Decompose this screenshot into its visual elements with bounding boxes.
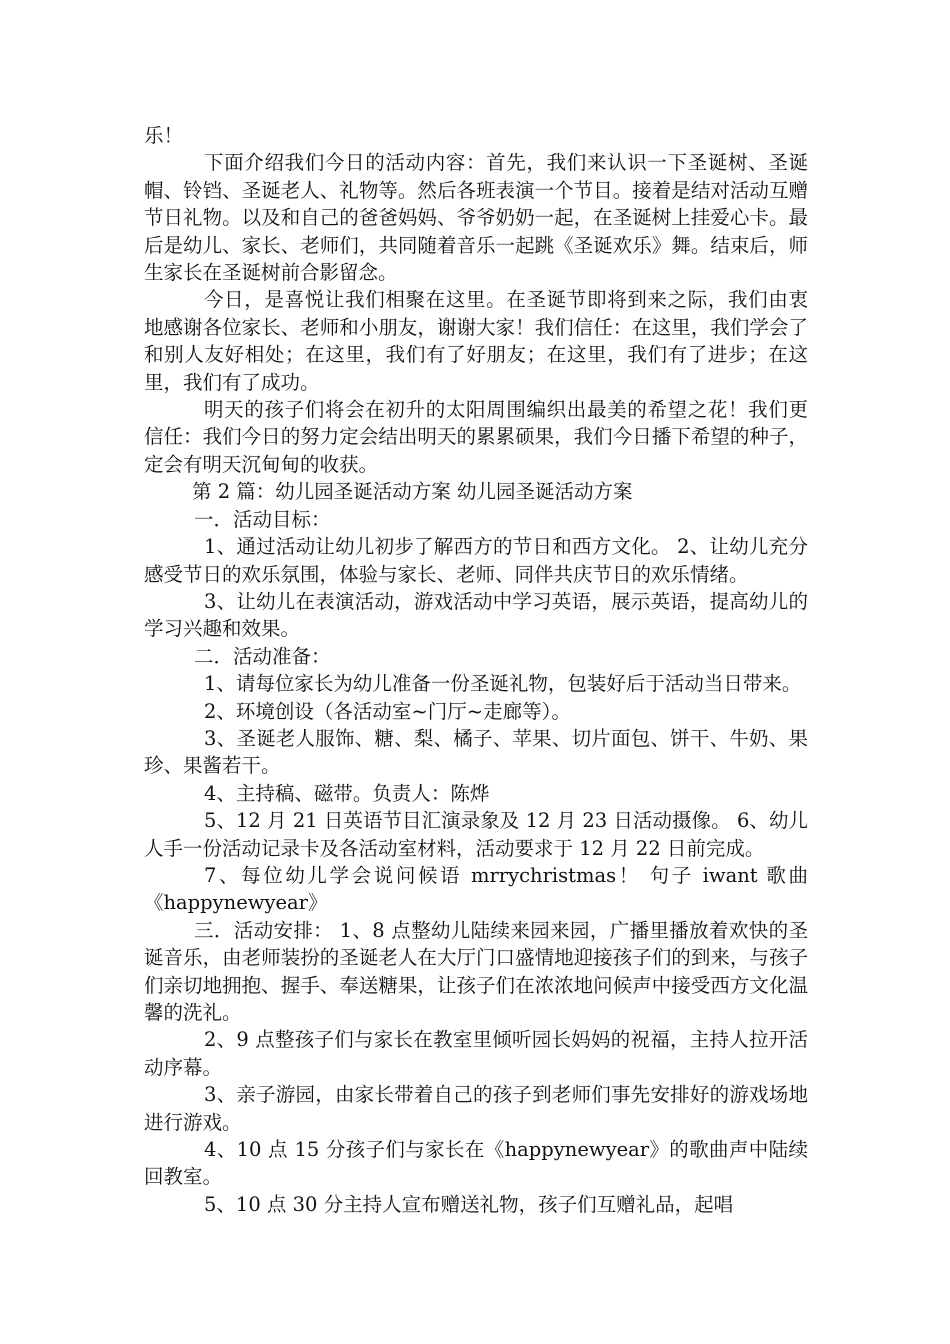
hope-paragraph: 明天的孩子们将会在初升的太阳周围编织出最美的希望之花！我们更信任：我们今日的努力定会结出明天的累累硕果，我们今日播下希望的种子，定会有明天沉甸甸的收获。 bbox=[144, 398, 808, 476]
section-title: 第 2 篇：幼儿园圣诞活动方案 幼儿园圣诞活动方案 bbox=[192, 480, 633, 504]
heading-schedule: 三．活动安排： 1、8 点整幼儿陆续来园来园，广播里播放着欢快的圣诞音乐，由老师装扮的圣诞老人在大厅门口盛情地迎接孩子们的到来，与孩子们亲切地拥抱、握手、奉送糖果，让孩子们在浓浓地问候声中接受西方文化温馨的洗礼。 bbox=[144, 918, 808, 1024]
preparation-item: 4、主持稿、磁带。负责人：陈烨 bbox=[204, 781, 490, 805]
schedule-item: 2、9 点整孩子们与家长在教室里倾听园长妈妈的祝福，主持人拉开活动序幕。 bbox=[144, 1028, 808, 1079]
goal-item: 3、让幼儿在表演活动，游戏活动中学习英语，展示英语，提高幼儿的学习兴趣和效果。 bbox=[144, 589, 808, 641]
preparation-item: 3、圣诞老人服饰、糖、梨、橘子、苹果、切片面包、饼干、牛奶、果珍、果酱若干。 bbox=[144, 726, 808, 778]
goal-item: 1、通过活动让幼儿初步了解西方的节日和西方文化。 2、让幼儿充分感受节日的欢乐氛围，体验与家长、老师、同伴共庆节日的欢乐情绪。 bbox=[144, 535, 808, 586]
paragraph-fragment: 乐！ bbox=[144, 124, 184, 147]
preparation-item: 7、每位幼儿学会说问候语 mrrychristmas！ 句子 iwant 歌曲《happynewyear》 bbox=[144, 863, 808, 915]
preparation-item: 1、请每位家长为幼儿准备一份圣诞礼物，包装好后于活动当日带来。 bbox=[204, 672, 802, 696]
preparation-item: 2、环境创设（各活动室~门厅~走廊等）。 bbox=[204, 699, 571, 723]
schedule-item: 5、10 点 30 分主持人宣布赠送礼物，孩子们互赠礼品，起唱 bbox=[204, 1192, 734, 1216]
heading-preparation: 二．活动准备： bbox=[194, 644, 331, 668]
activity-intro-paragraph: 下面介绍我们今日的活动内容：首先，我们来认识一下圣诞树、圣诞帽、铃铛、圣诞老人、礼物等。然后各班表演一个节目。接着是结对活动互赠节日礼物。以及和自己的爸爸妈妈、爷爷奶奶一起，在圣诞树上挂爱心卡。最后是幼儿、家长、老师们，共同随着音乐一起跳《圣诞欢乐》舞。结束后，师生家长在圣诞树前合影留念。 bbox=[144, 151, 808, 285]
preparation-item: 5、12 月 21 日英语节目汇演录象及 12 月 23 日活动摄像。 6、幼儿人手一份活动记录卡及各活动室材料，活动要求于 12 月 22 日前完成。 bbox=[144, 809, 808, 860]
gathering-paragraph: 今日，是喜悦让我们相聚在这里。在圣诞节即将到来之际，我们由衷地感谢各位家长、老师和小朋友，谢谢大家！我们信任：在这里，我们学会了和别人友好相处；在这里，我们有了好朋友；在这里，我们有了进步；在这里，我们有了成功。 bbox=[144, 288, 808, 394]
schedule-item: 4、10 点 15 分孩子们与家长在《happynewyear》的歌曲声中陆续回教室。 bbox=[144, 1138, 808, 1189]
heading-goals: 一．活动目标： bbox=[194, 507, 331, 531]
document-body bbox=[144, 122, 808, 1218]
schedule-item: 3、亲子游园，由家长带着自己的孩子到老师们事先安排好的游戏场地进行游戏。 bbox=[144, 1083, 808, 1134]
